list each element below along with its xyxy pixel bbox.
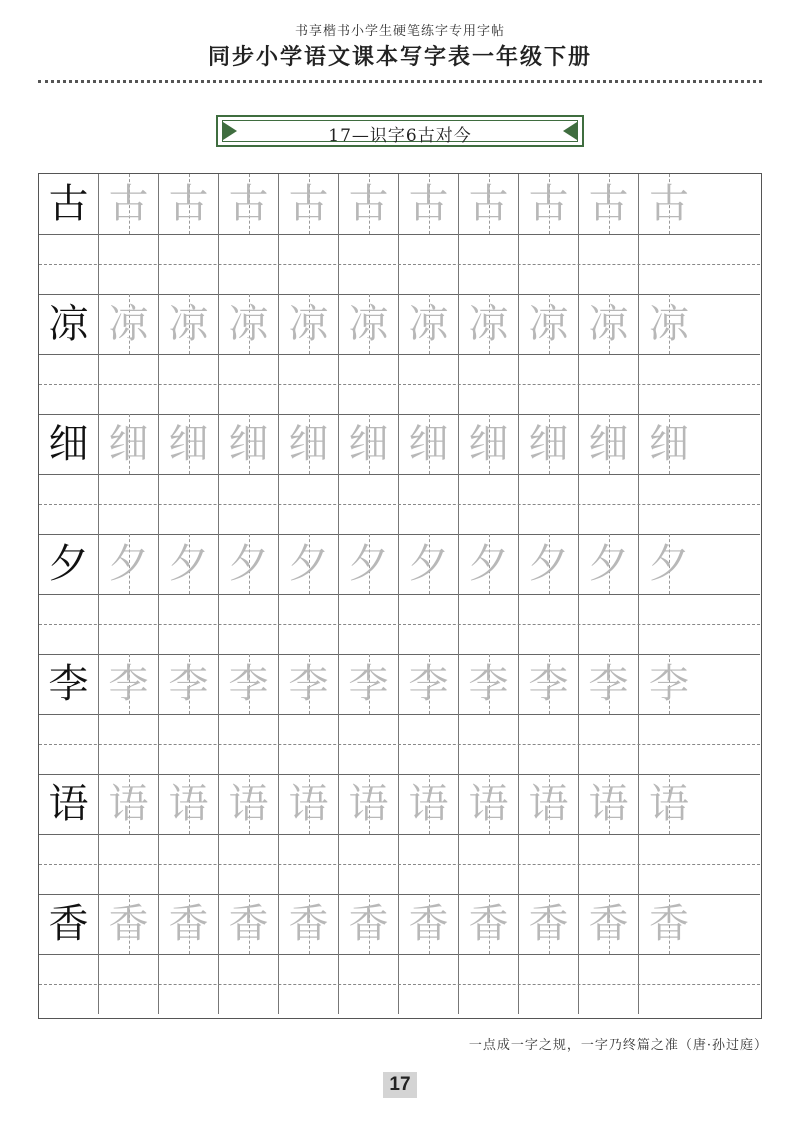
footer-quote: 一点成一字之规，一字乃终篇之准（唐·孙过庭） xyxy=(468,1038,768,1053)
model-character: 细 xyxy=(48,421,89,467)
trace-character: 李 xyxy=(649,661,689,707)
practice-row xyxy=(39,774,760,894)
trace-character-cell xyxy=(99,294,159,354)
trace-character-cell xyxy=(219,774,279,834)
trace-character: 李 xyxy=(408,661,449,707)
trace-character-cell xyxy=(339,174,399,234)
trace-character-cell xyxy=(219,894,279,954)
model-character: 凉 xyxy=(48,301,89,347)
trace-character: 夕 xyxy=(168,541,209,587)
trace-character-cell xyxy=(399,534,459,594)
trace-character: 凉 xyxy=(108,301,149,347)
writing-band xyxy=(39,594,760,654)
trace-character: 夕 xyxy=(649,541,689,587)
practice-row xyxy=(39,174,760,294)
trace-character-cell xyxy=(339,774,399,834)
trace-character: 语 xyxy=(168,781,209,827)
trace-character: 古 xyxy=(588,181,629,227)
model-character: 语 xyxy=(48,781,89,827)
trace-character-cell xyxy=(99,414,159,474)
trace-character-cell xyxy=(399,174,459,234)
trace-character-cell xyxy=(159,534,219,594)
trace-character-cell xyxy=(639,894,699,954)
trace-character-cell xyxy=(219,174,279,234)
trace-character-cell xyxy=(579,534,639,594)
trace-character-cell xyxy=(159,174,219,234)
trace-character-cell xyxy=(99,894,159,954)
trace-character: 夕 xyxy=(408,541,449,587)
writing-band xyxy=(39,234,760,294)
trace-character: 凉 xyxy=(468,301,509,347)
model-character: 古 xyxy=(48,181,89,227)
trace-character-cell xyxy=(99,534,159,594)
trace-character: 香 xyxy=(108,901,149,947)
trace-character: 语 xyxy=(408,781,449,827)
trace-character-cell xyxy=(399,294,459,354)
model-character: 夕 xyxy=(48,541,89,587)
trace-character: 香 xyxy=(348,901,389,947)
trace-character: 语 xyxy=(588,781,629,827)
dashed-midline xyxy=(39,264,760,265)
trace-character-cell xyxy=(519,774,579,834)
trace-character: 古 xyxy=(649,181,689,227)
writing-band xyxy=(39,834,760,894)
trace-character-cell xyxy=(579,654,639,714)
model-character: 香 xyxy=(48,901,89,947)
trace-character-cell xyxy=(279,534,339,594)
trace-character-cell xyxy=(399,894,459,954)
trace-character-cell xyxy=(219,294,279,354)
dotted-divider xyxy=(38,80,762,83)
trace-character-cell xyxy=(219,534,279,594)
model-character: 李 xyxy=(48,661,89,707)
trace-character: 李 xyxy=(468,661,509,707)
practice-row xyxy=(39,534,760,654)
trace-character-cell xyxy=(159,414,219,474)
trace-character: 夕 xyxy=(528,541,569,587)
trace-character-cell xyxy=(279,294,339,354)
trace-character: 细 xyxy=(588,421,629,467)
trace-character: 香 xyxy=(168,901,209,947)
trace-character: 细 xyxy=(348,421,389,467)
trace-character-cell xyxy=(219,414,279,474)
trace-character-cell xyxy=(339,654,399,714)
model-character-cell xyxy=(39,294,99,354)
trace-character-cell xyxy=(159,654,219,714)
trace-character-cell xyxy=(579,294,639,354)
trace-character-cell xyxy=(99,774,159,834)
trace-character: 李 xyxy=(528,661,569,707)
trace-character: 语 xyxy=(108,781,149,827)
trace-character: 细 xyxy=(528,421,569,467)
trace-character: 李 xyxy=(168,661,209,707)
trace-character-cell xyxy=(159,294,219,354)
trace-character: 夕 xyxy=(348,541,389,587)
trace-character: 夕 xyxy=(228,541,269,587)
trace-character: 古 xyxy=(468,181,509,227)
trace-character: 李 xyxy=(348,661,389,707)
dashed-midline xyxy=(39,504,760,505)
trace-character-cell xyxy=(99,654,159,714)
trace-character-cell xyxy=(159,894,219,954)
trace-character-cell xyxy=(459,654,519,714)
trace-character-cell xyxy=(339,894,399,954)
trace-character-cell xyxy=(399,654,459,714)
practice-row xyxy=(39,654,760,774)
trace-character: 凉 xyxy=(348,301,389,347)
trace-character-cell xyxy=(459,414,519,474)
trace-character-cell xyxy=(219,654,279,714)
trace-character: 语 xyxy=(348,781,389,827)
trace-character-cell xyxy=(519,414,579,474)
trace-character: 古 xyxy=(408,181,449,227)
page-title: 同步小学语文课本写字表一年级下册 xyxy=(207,44,592,70)
trace-character: 香 xyxy=(468,901,509,947)
trace-character: 李 xyxy=(228,661,269,707)
trace-character-cell xyxy=(279,174,339,234)
trace-character-cell xyxy=(579,774,639,834)
trace-character: 细 xyxy=(168,421,209,467)
trace-character: 细 xyxy=(408,421,449,467)
dashed-midline xyxy=(39,984,760,985)
model-character-cell xyxy=(39,654,99,714)
trace-character-cell xyxy=(519,534,579,594)
trace-character: 语 xyxy=(228,781,269,827)
dashed-midline xyxy=(39,744,760,745)
writing-band xyxy=(39,954,760,1014)
trace-character: 香 xyxy=(528,901,569,947)
trace-character: 细 xyxy=(228,421,269,467)
trace-character-cell xyxy=(579,174,639,234)
trace-character: 香 xyxy=(228,901,269,947)
trace-character: 古 xyxy=(108,181,149,227)
trace-character: 语 xyxy=(649,781,689,827)
trace-character-cell xyxy=(639,174,699,234)
trace-character: 凉 xyxy=(168,301,209,347)
subtitle: 书享楷书小学生硬笔练字专用字帖 xyxy=(294,24,505,39)
trace-character: 古 xyxy=(228,181,269,227)
trace-character: 李 xyxy=(588,661,629,707)
trace-character-cell xyxy=(639,774,699,834)
trace-character: 细 xyxy=(468,421,509,467)
dashed-midline xyxy=(39,864,760,865)
trace-character-cell xyxy=(459,174,519,234)
trace-character: 夕 xyxy=(108,541,149,587)
practice-row xyxy=(39,894,760,1014)
trace-character: 语 xyxy=(528,781,569,827)
practice-grid xyxy=(38,173,762,1019)
trace-character-cell xyxy=(279,774,339,834)
trace-character: 凉 xyxy=(288,301,329,347)
practice-row xyxy=(39,294,760,414)
trace-character-cell xyxy=(99,174,159,234)
trace-character: 香 xyxy=(288,901,329,947)
trace-character-cell xyxy=(339,534,399,594)
trace-character: 香 xyxy=(649,901,689,947)
model-character-cell xyxy=(39,894,99,954)
trace-character-cell xyxy=(339,414,399,474)
trace-character-cell xyxy=(279,894,339,954)
trace-character-cell xyxy=(579,414,639,474)
trace-character-cell xyxy=(339,294,399,354)
trace-character-cell xyxy=(399,774,459,834)
trace-character: 香 xyxy=(408,901,449,947)
trace-character: 古 xyxy=(348,181,389,227)
trace-character-cell xyxy=(579,894,639,954)
trace-character: 语 xyxy=(288,781,329,827)
trace-character: 凉 xyxy=(408,301,449,347)
page-number: 17 xyxy=(383,1072,417,1098)
trace-character-cell xyxy=(459,894,519,954)
trace-character: 夕 xyxy=(468,541,509,587)
trace-character: 古 xyxy=(528,181,569,227)
trace-character-cell xyxy=(639,534,699,594)
trace-character: 细 xyxy=(108,421,149,467)
trace-character: 语 xyxy=(468,781,509,827)
trace-character-cell xyxy=(519,894,579,954)
trace-character-cell xyxy=(159,774,219,834)
trace-character-cell xyxy=(639,414,699,474)
trace-character: 夕 xyxy=(588,541,629,587)
trace-character-cell xyxy=(459,294,519,354)
trace-character: 香 xyxy=(588,901,629,947)
trace-character-cell xyxy=(279,654,339,714)
trace-character: 凉 xyxy=(649,301,689,347)
trace-character-cell xyxy=(519,174,579,234)
trace-character: 李 xyxy=(108,661,149,707)
dashed-midline xyxy=(39,624,760,625)
model-character-cell xyxy=(39,414,99,474)
model-character-cell xyxy=(39,174,99,234)
trace-character-cell xyxy=(459,774,519,834)
trace-character-cell xyxy=(639,654,699,714)
lesson-title: 17—识字6古对今 xyxy=(328,126,472,146)
practice-row xyxy=(39,414,760,534)
trace-character-cell xyxy=(519,294,579,354)
trace-character-cell xyxy=(639,294,699,354)
trace-character: 凉 xyxy=(528,301,569,347)
writing-band xyxy=(39,474,760,534)
model-character-cell xyxy=(39,534,99,594)
trace-character: 夕 xyxy=(288,541,329,587)
trace-character-cell xyxy=(279,414,339,474)
writing-band xyxy=(39,354,760,414)
trace-character-cell xyxy=(399,414,459,474)
lesson-banner xyxy=(216,115,584,147)
trace-character-cell xyxy=(519,654,579,714)
model-character-cell xyxy=(39,774,99,834)
writing-band xyxy=(39,714,760,774)
trace-character: 凉 xyxy=(588,301,629,347)
trace-character: 细 xyxy=(288,421,329,467)
trace-character: 李 xyxy=(288,661,329,707)
trace-character: 古 xyxy=(288,181,329,227)
trace-character-cell xyxy=(459,534,519,594)
trace-character: 细 xyxy=(649,421,689,467)
dashed-midline xyxy=(39,384,760,385)
trace-character: 古 xyxy=(168,181,209,227)
trace-character: 凉 xyxy=(228,301,269,347)
